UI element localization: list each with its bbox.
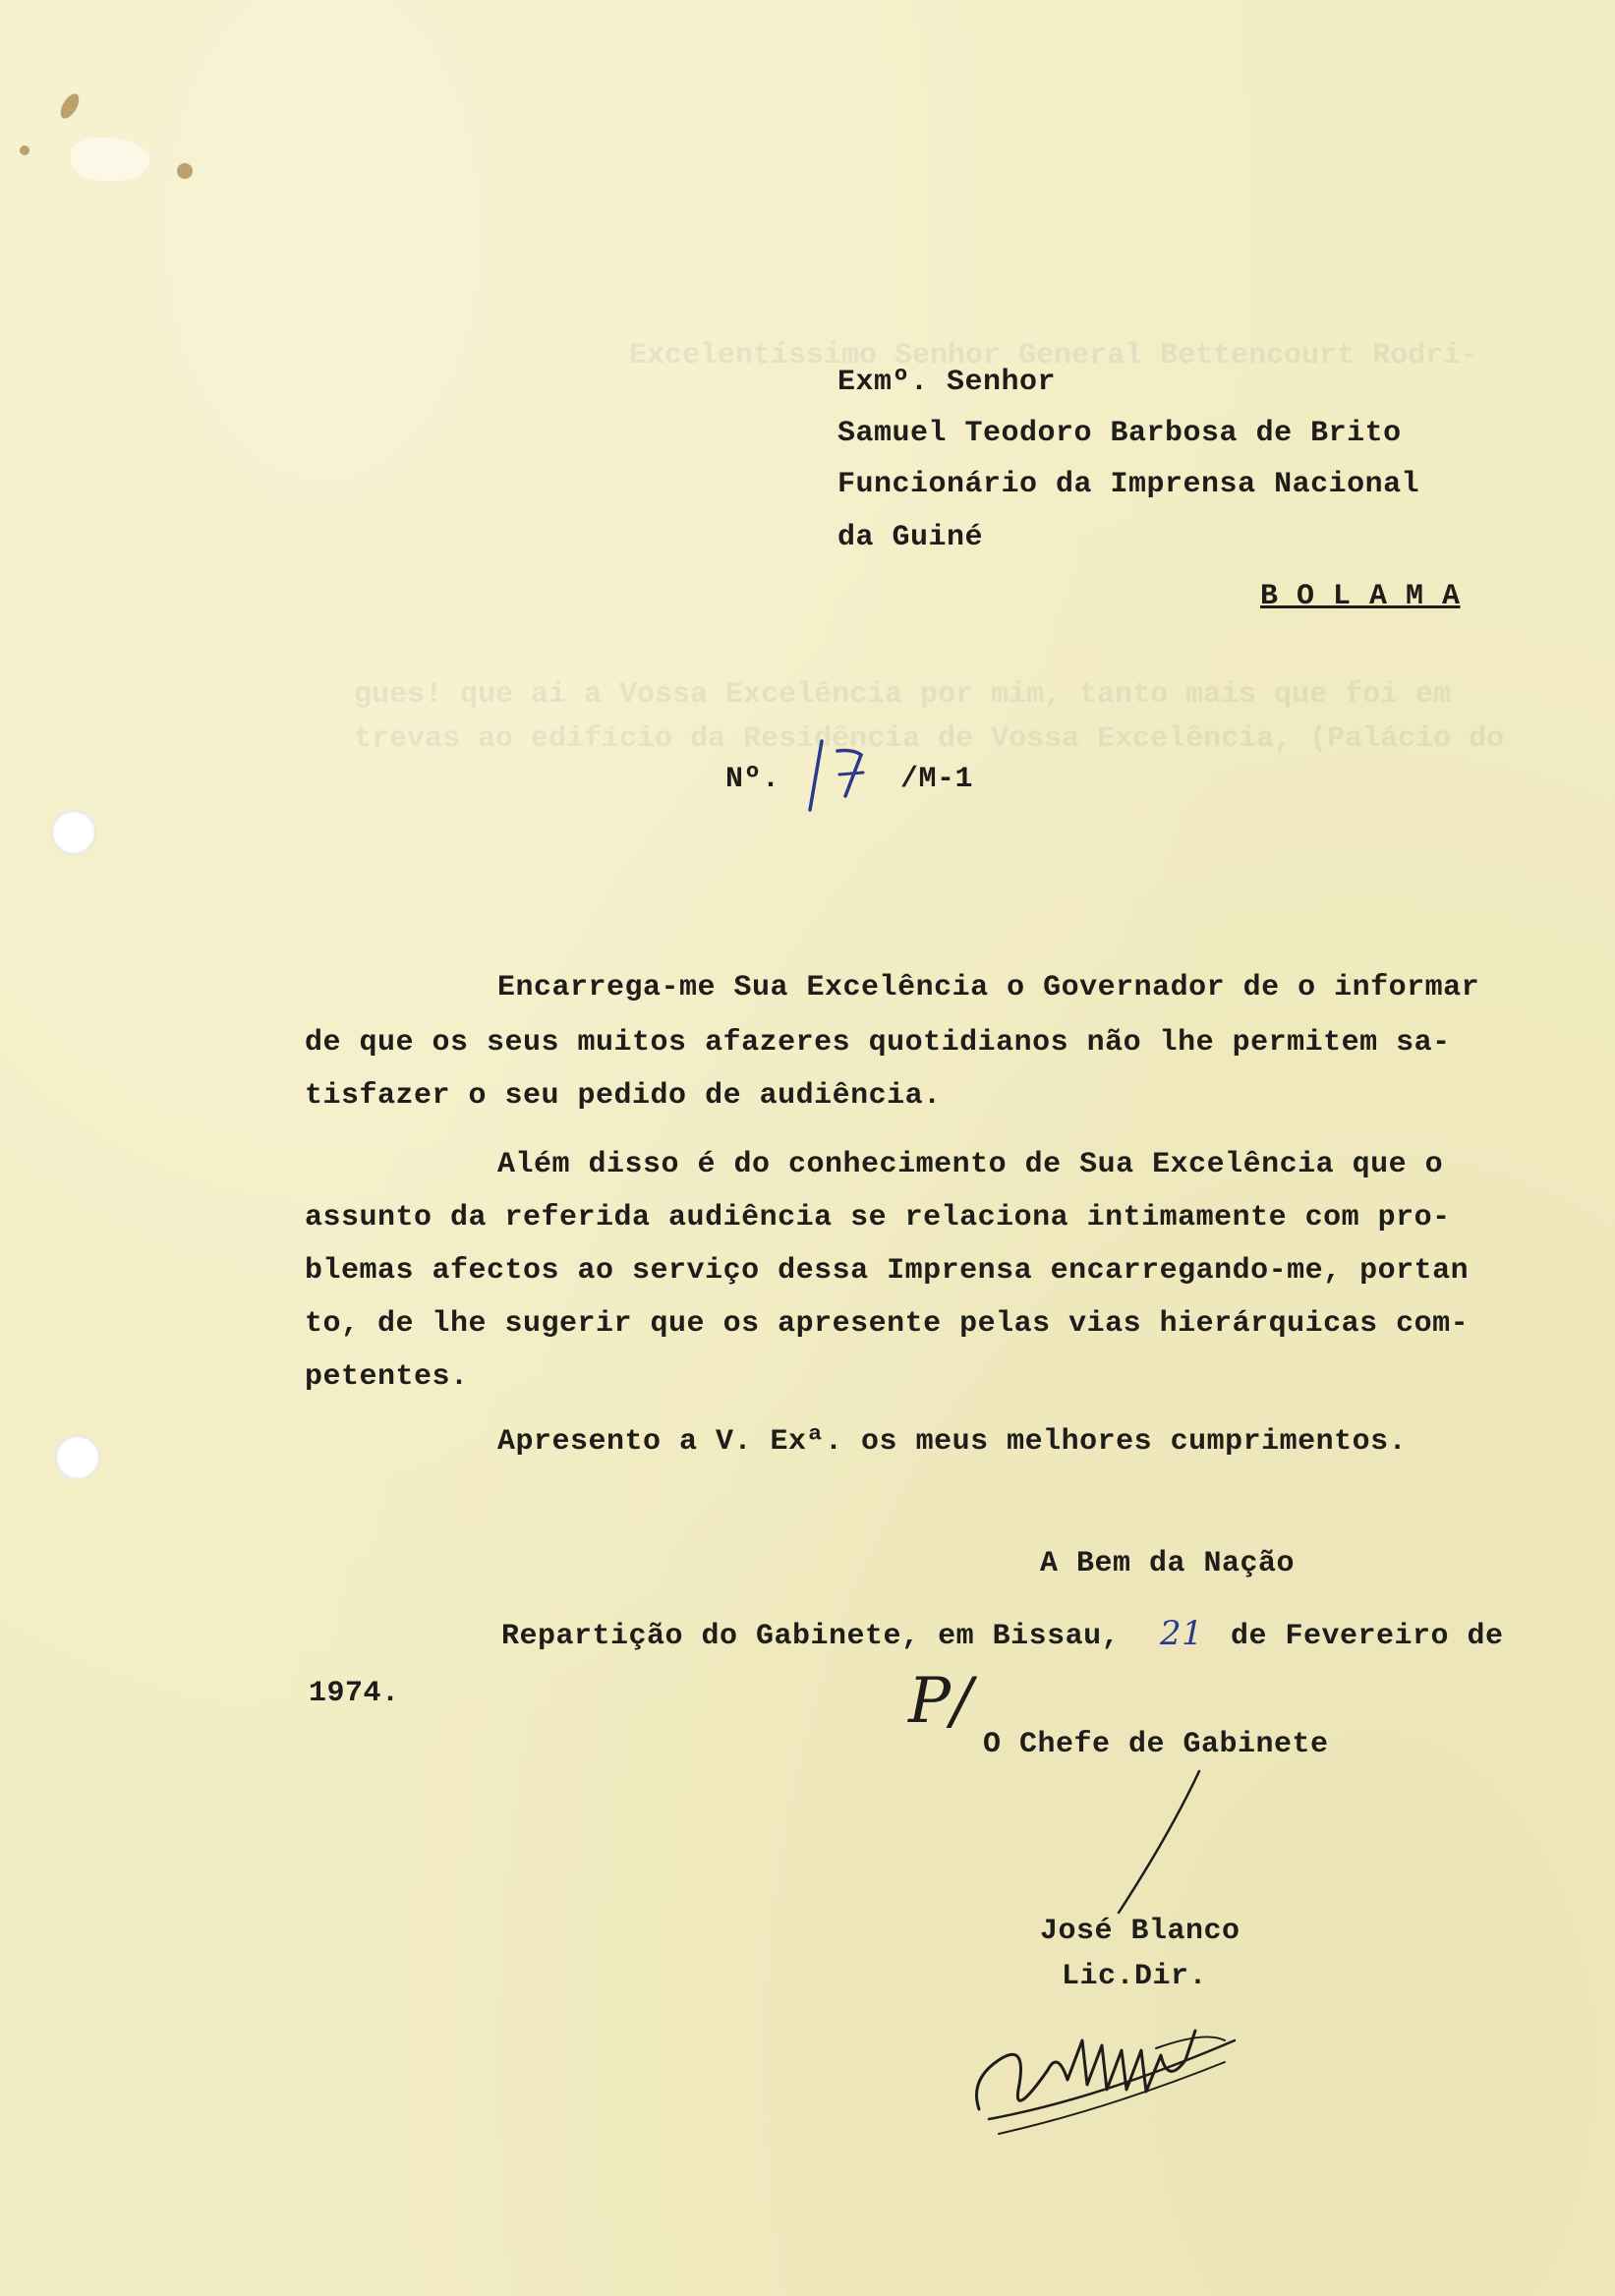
closing-day-handwritten: 21 [1160,1614,1204,1653]
punch-hole [51,810,96,855]
reference-prefix: Nº. [725,763,780,796]
recipient-role-cont: da Guiné [837,521,984,554]
closing-motto: A Bem da Nação [1040,1547,1296,1580]
body-line: Encarrega-me Sua Excelência o Governador de o informar [497,971,1480,1004]
recipient-role: Funcionário da Imprensa Nacional [837,468,1420,501]
handwritten-signature [959,2001,1254,2149]
body-line: tisfazer o seu pedido de audiência. [305,1079,942,1113]
body-line: blemas afectos ao serviço dessa Imprensa encarregando-me, portan [305,1254,1470,1288]
closing-month: de Fevereiro de [1231,1620,1504,1653]
body-line: Além disso é do conhecimento de Sua Excelência que o [497,1148,1444,1181]
bleed-through-text: Excelentíssimo Senhor General Bettencourt Rodri- [629,339,1479,373]
paper-tear [71,138,149,181]
reference-suffix: /M-1 [900,763,974,796]
recipient-name: Samuel Teodoro Barbosa de Brito [837,417,1402,450]
bleed-through-text: trevas ao edifício da Residência de Vossa Excelência, (Palácio do [354,722,1505,756]
body-line: to, de lhe sugerir que os apresente pelas vias hierárquicas com- [305,1307,1470,1341]
rust-stain [20,145,29,155]
recipient-salutation: Exmº. Senhor [837,366,1057,399]
punch-hole [55,1435,100,1480]
signatory-degree: Lic.Dir. [1062,1960,1208,1993]
signatory-name: José Blanco [1040,1915,1240,1948]
per-procuration-mark: P/ [908,1665,973,1738]
body-line: petentes. [305,1360,469,1394]
closing-year: 1974. [309,1677,400,1710]
body-line: assunto da referida audiência se relaciona intimamente com pro- [305,1201,1451,1234]
closing-place: Repartição do Gabinete, em Bissau, [501,1620,1121,1653]
rust-stain [57,90,83,121]
recipient-city: B O L A M A [1260,580,1461,613]
bleed-through-text: gues! que ai a Vossa Excelência por mim, tanto mais que foi em [354,678,1452,712]
signatory-title: O Chefe de Gabinete [983,1728,1329,1761]
signature-stroke [1101,1765,1209,1923]
rust-stain [177,163,193,179]
body-line: Apresento a V. Exª. os meus melhores cumprimentos. [497,1425,1408,1459]
body-line: de que os seus muitos afazeres quotidianos não lhe permitem sa- [305,1026,1451,1060]
